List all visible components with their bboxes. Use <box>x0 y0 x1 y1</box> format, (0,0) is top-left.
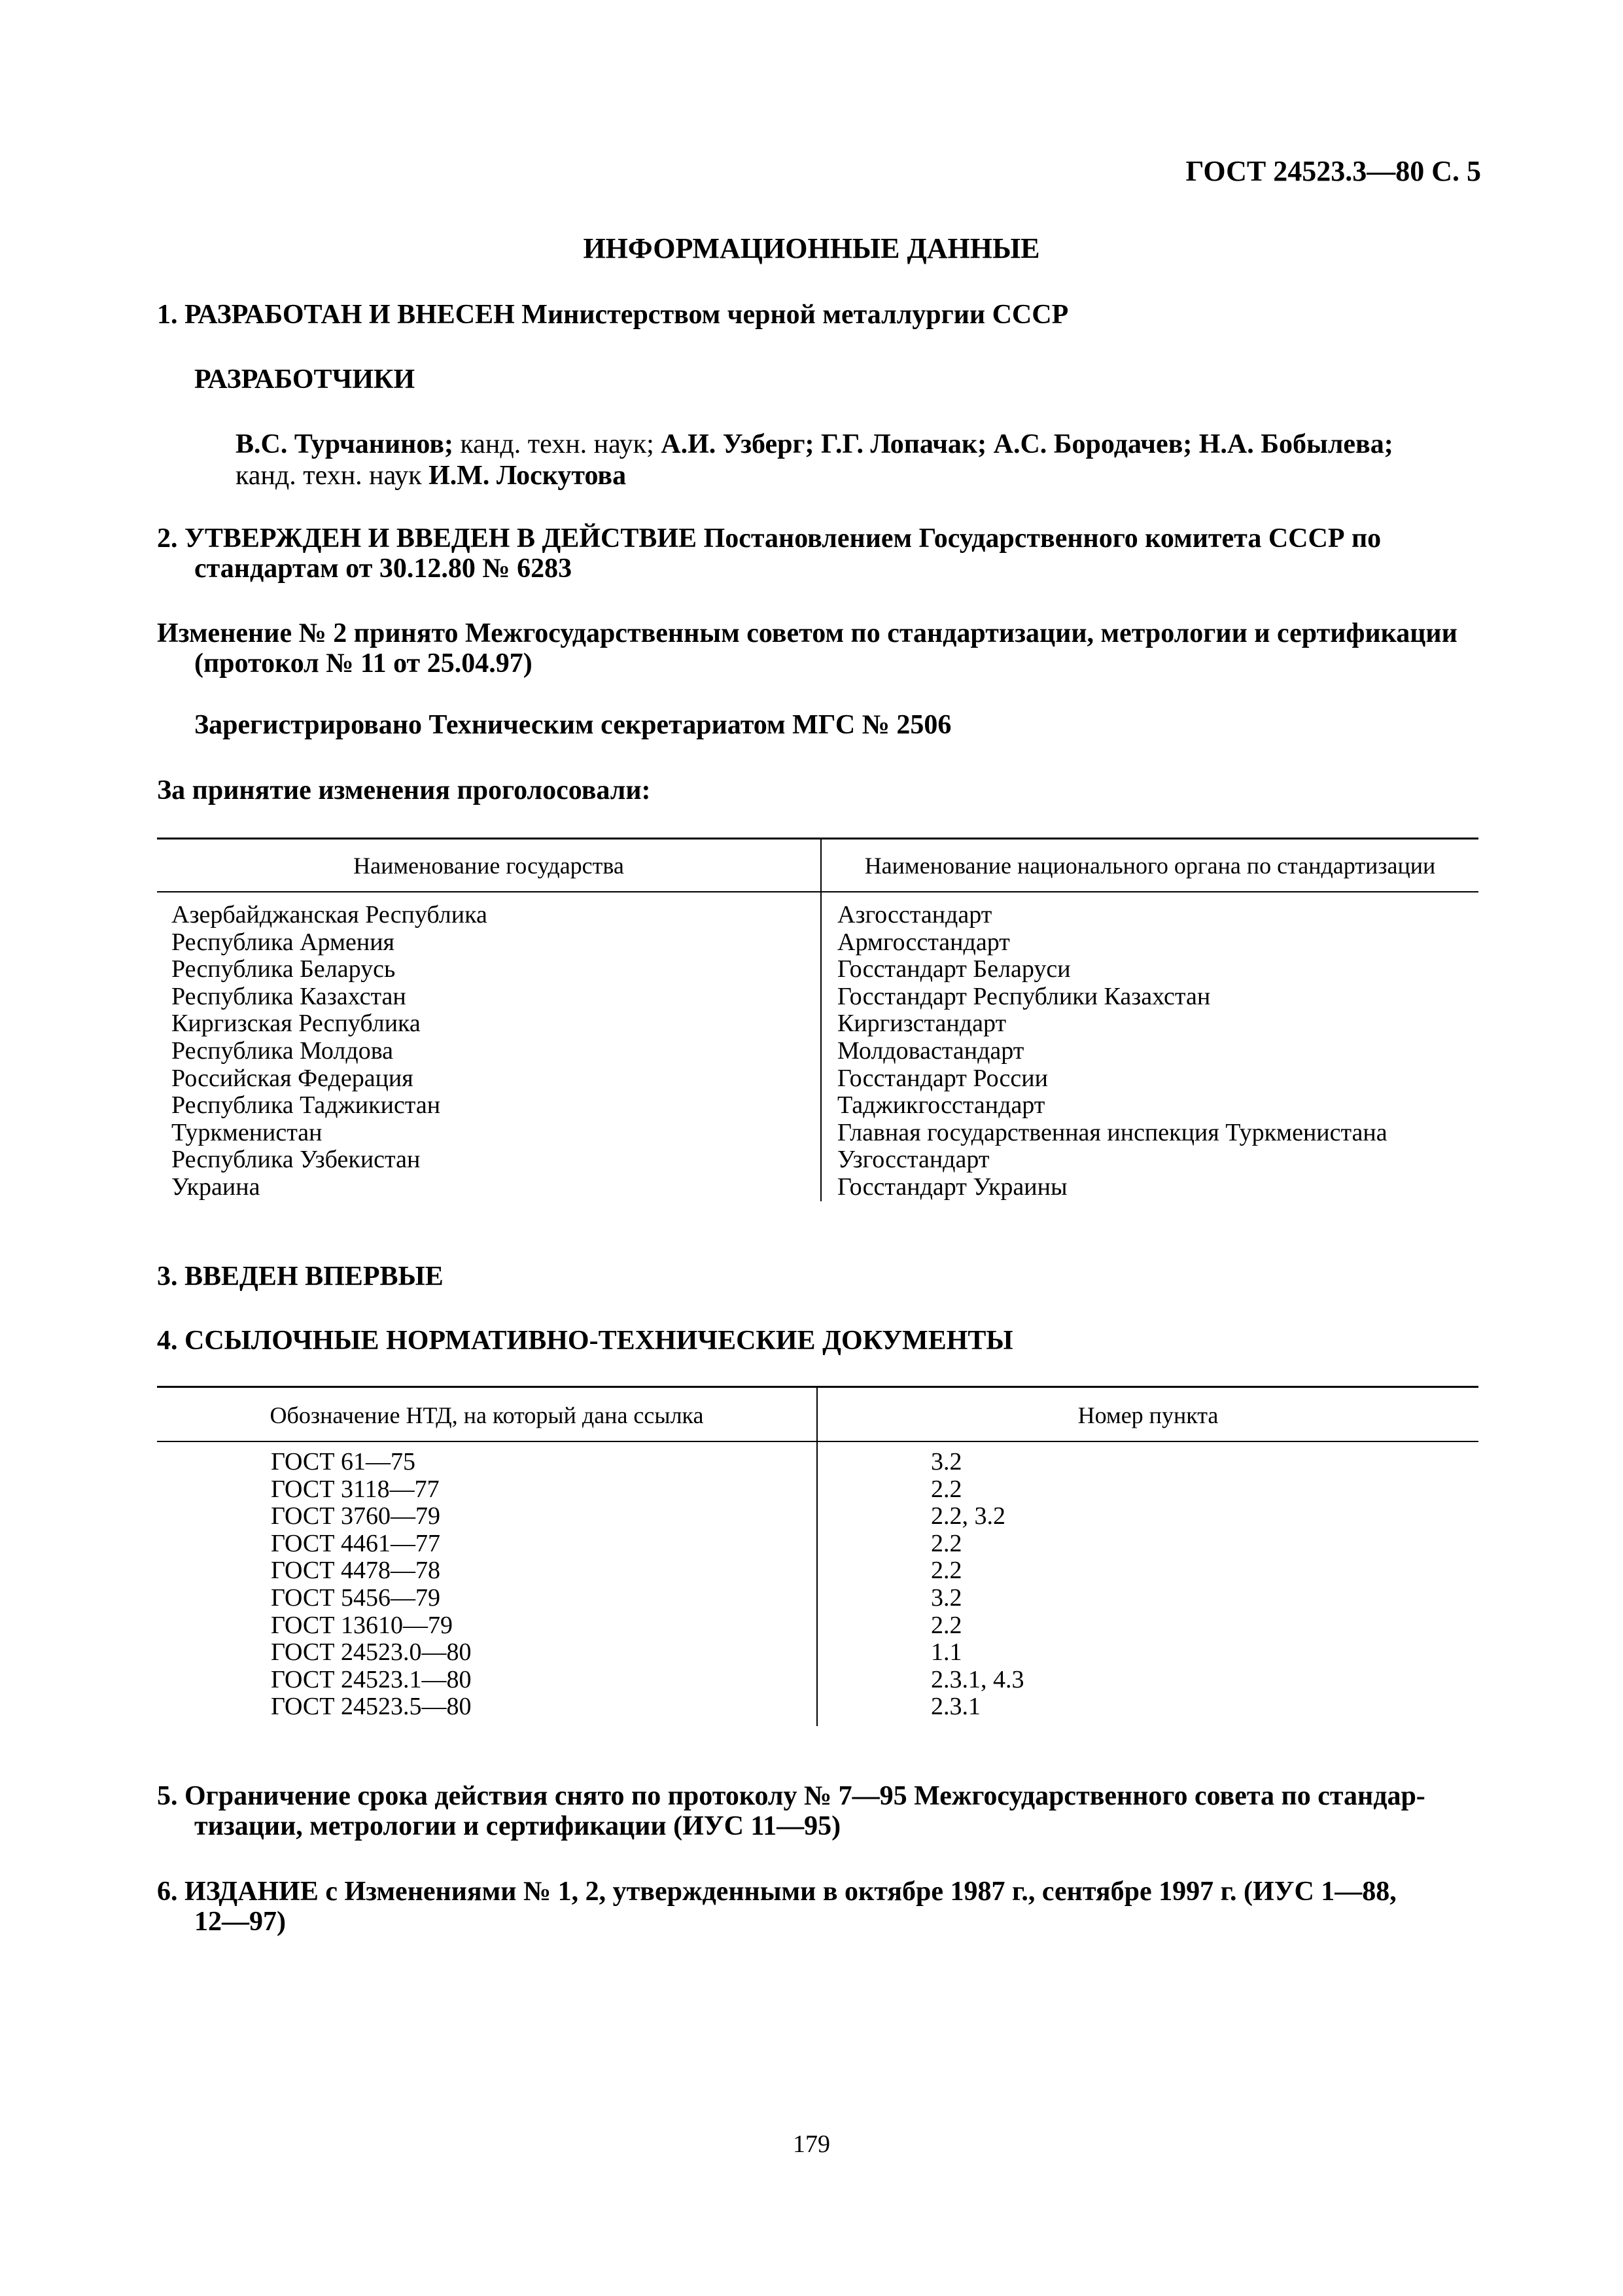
developer-names: А.И. Узберг; Г.Г. Лопачак; А.С. Бородачев; Н.А. Бобылева; <box>661 429 1393 459</box>
document-cell: ГОСТ 4478—78 <box>271 1557 440 1585</box>
table-top-rule <box>157 838 1478 839</box>
document-cell: ГОСТ 3760—79 <box>271 1502 440 1530</box>
column-header-state: Наименование государства <box>353 853 624 879</box>
section-2-line: стандартам от 30.12.80 № 6283 <box>194 554 572 584</box>
clause-cell: 1.1 <box>931 1638 962 1667</box>
table-header-rule <box>157 891 1478 892</box>
column-divider <box>820 838 822 1201</box>
developer-name: В.С. Турчанинов; <box>236 429 453 459</box>
body-cell: Киргизстандарт <box>837 1010 1007 1038</box>
body-cell: Молдовастандарт <box>837 1036 1024 1065</box>
clause-cell: 2.3.1, 4.3 <box>931 1665 1024 1693</box>
state-cell: Азербайджанская Республика <box>171 901 487 928</box>
documents-column <box>271 1449 472 1721</box>
page-number: 179 <box>793 2130 830 2158</box>
states-table <box>157 838 1478 1204</box>
state-cell: Российская Федерация <box>171 1064 413 1092</box>
state-cell: Республика Узбекистан <box>171 1146 421 1174</box>
section-2 <box>157 523 1481 584</box>
column-header-clause: Номер пункта <box>1077 1402 1219 1428</box>
state-cell: Республика Беларусь <box>171 955 396 983</box>
state-cell: Республика Казахстан <box>171 982 406 1010</box>
section-6-line: 12—97) <box>194 1907 286 1937</box>
body-cell: Госстандарт Украины <box>837 1173 1068 1201</box>
section-6 <box>157 1877 1481 1937</box>
body-cell: Госстандарт Республики Казахстан <box>837 982 1211 1010</box>
document-cell: ГОСТ 3118—77 <box>271 1475 440 1503</box>
state-cell: Республика Армения <box>171 928 395 956</box>
clause-cell: 2.2 <box>931 1475 962 1503</box>
body-cell: Главная государственная инспекция Туркменистана <box>837 1118 1387 1146</box>
page-header: ГОСТ 24523.3—80 С. 5 <box>1185 155 1481 187</box>
voted-label: За принятие изменения проголосовали: <box>157 775 651 805</box>
references-table <box>157 1386 1478 1726</box>
section-5-line: тизации, метрологии и сертификации (ИУС 11—95) <box>194 1811 841 1841</box>
document-cell: ГОСТ 61—75 <box>271 1448 415 1475</box>
bodies-column <box>837 902 1387 1201</box>
document-cell: ГОСТ 24523.5—80 <box>271 1693 472 1721</box>
body-cell: Армгосстандарт <box>837 928 1010 956</box>
clause-cell: 2.2 <box>931 1557 962 1585</box>
registration-note: Зарегистрировано Техническим секретариатом МГС № 2506 <box>194 710 952 740</box>
clause-cell: 2.2 <box>931 1611 962 1639</box>
state-cell: Туркменистан <box>171 1118 323 1146</box>
change-note-line: Изменение № 2 принято Межгосударственным советом по стандартизации, метрологии и сертификации <box>157 618 1457 648</box>
states-column <box>171 902 487 1201</box>
document-cell: ГОСТ 24523.1—80 <box>271 1665 472 1693</box>
body-cell: Азгосстандарт <box>837 901 992 928</box>
body-cell: Госстандарт России <box>837 1064 1048 1092</box>
state-cell: Республика Таджикистан <box>171 1091 441 1120</box>
clause-cell: 2.2, 3.2 <box>931 1502 1005 1530</box>
state-cell: Украина <box>171 1173 260 1201</box>
body-cell: Узгосстандарт <box>837 1146 990 1174</box>
developer-degree: канд. техн. наук <box>236 461 429 491</box>
document-cell: ГОСТ 5456—79 <box>271 1583 440 1612</box>
clause-cell: 3.2 <box>931 1448 962 1475</box>
clause-cell: 2.2 <box>931 1529 962 1557</box>
clauses-column <box>931 1449 1024 1721</box>
body-cell: Таджикгосстандарт <box>837 1091 1045 1120</box>
developer-name: И.М. Лоскутова <box>428 461 627 491</box>
table-top-rule <box>157 1386 1478 1388</box>
section-3: 3. ВВЕДЕН ВПЕРВЫЕ <box>157 1262 444 1292</box>
column-divider <box>816 1386 818 1726</box>
section-5-line: 5. Ограничение срока действия снято по протоколу № 7—95 Межгосударственного совета по стандар- <box>157 1781 1425 1811</box>
clause-cell: 2.3.1 <box>931 1693 981 1721</box>
section-6-line: 6. ИЗДАНИЕ с Изменениями № 1, 2, утвержденными в октябре 1987 г., сентябре 1997 г. (ИУС 1—88, <box>157 1877 1397 1907</box>
developer-degree: канд. техн. наук; <box>453 429 661 459</box>
section-5 <box>157 1781 1481 1841</box>
body-cell: Госстандарт Беларуси <box>837 955 1071 983</box>
state-cell: Киргизская Республика <box>171 1010 421 1038</box>
document-cell: ГОСТ 4461—77 <box>271 1529 440 1557</box>
clause-cell: 3.2 <box>931 1583 962 1612</box>
table-header-rule <box>157 1441 1478 1442</box>
document-cell: ГОСТ 24523.0—80 <box>271 1638 472 1667</box>
column-header-body: Наименование национального органа по стандартизации <box>864 853 1436 879</box>
developers-heading: РАЗРАБОТЧИКИ <box>194 364 415 395</box>
document-cell: ГОСТ 13610—79 <box>271 1611 453 1639</box>
developers-list <box>236 429 1481 491</box>
change-note-line: (протокол № 11 от 25.04.97) <box>194 648 532 679</box>
section-2-line: 2. УТВЕРЖДЕН И ВВЕДЕН В ДЕЙСТВИЕ Постановлением Государственного комитета СССР по <box>157 523 1382 554</box>
change-note <box>157 618 1481 679</box>
section-1: 1. РАЗРАБОТАН И ВНЕСЕН Министерством черной металлургии СССР <box>157 300 1069 330</box>
state-cell: Республика Молдова <box>171 1036 394 1065</box>
column-header-document: Обозначение НТД, на который дана ссылка <box>270 1402 704 1428</box>
page-title: ИНФОРМАЦИОННЫЕ ДАННЫЕ <box>583 232 1040 264</box>
section-4: 4. ССЫЛОЧНЫЕ НОРМАТИВНО-ТЕХНИЧЕСКИЕ ДОКУМЕНТЫ <box>157 1326 1013 1356</box>
